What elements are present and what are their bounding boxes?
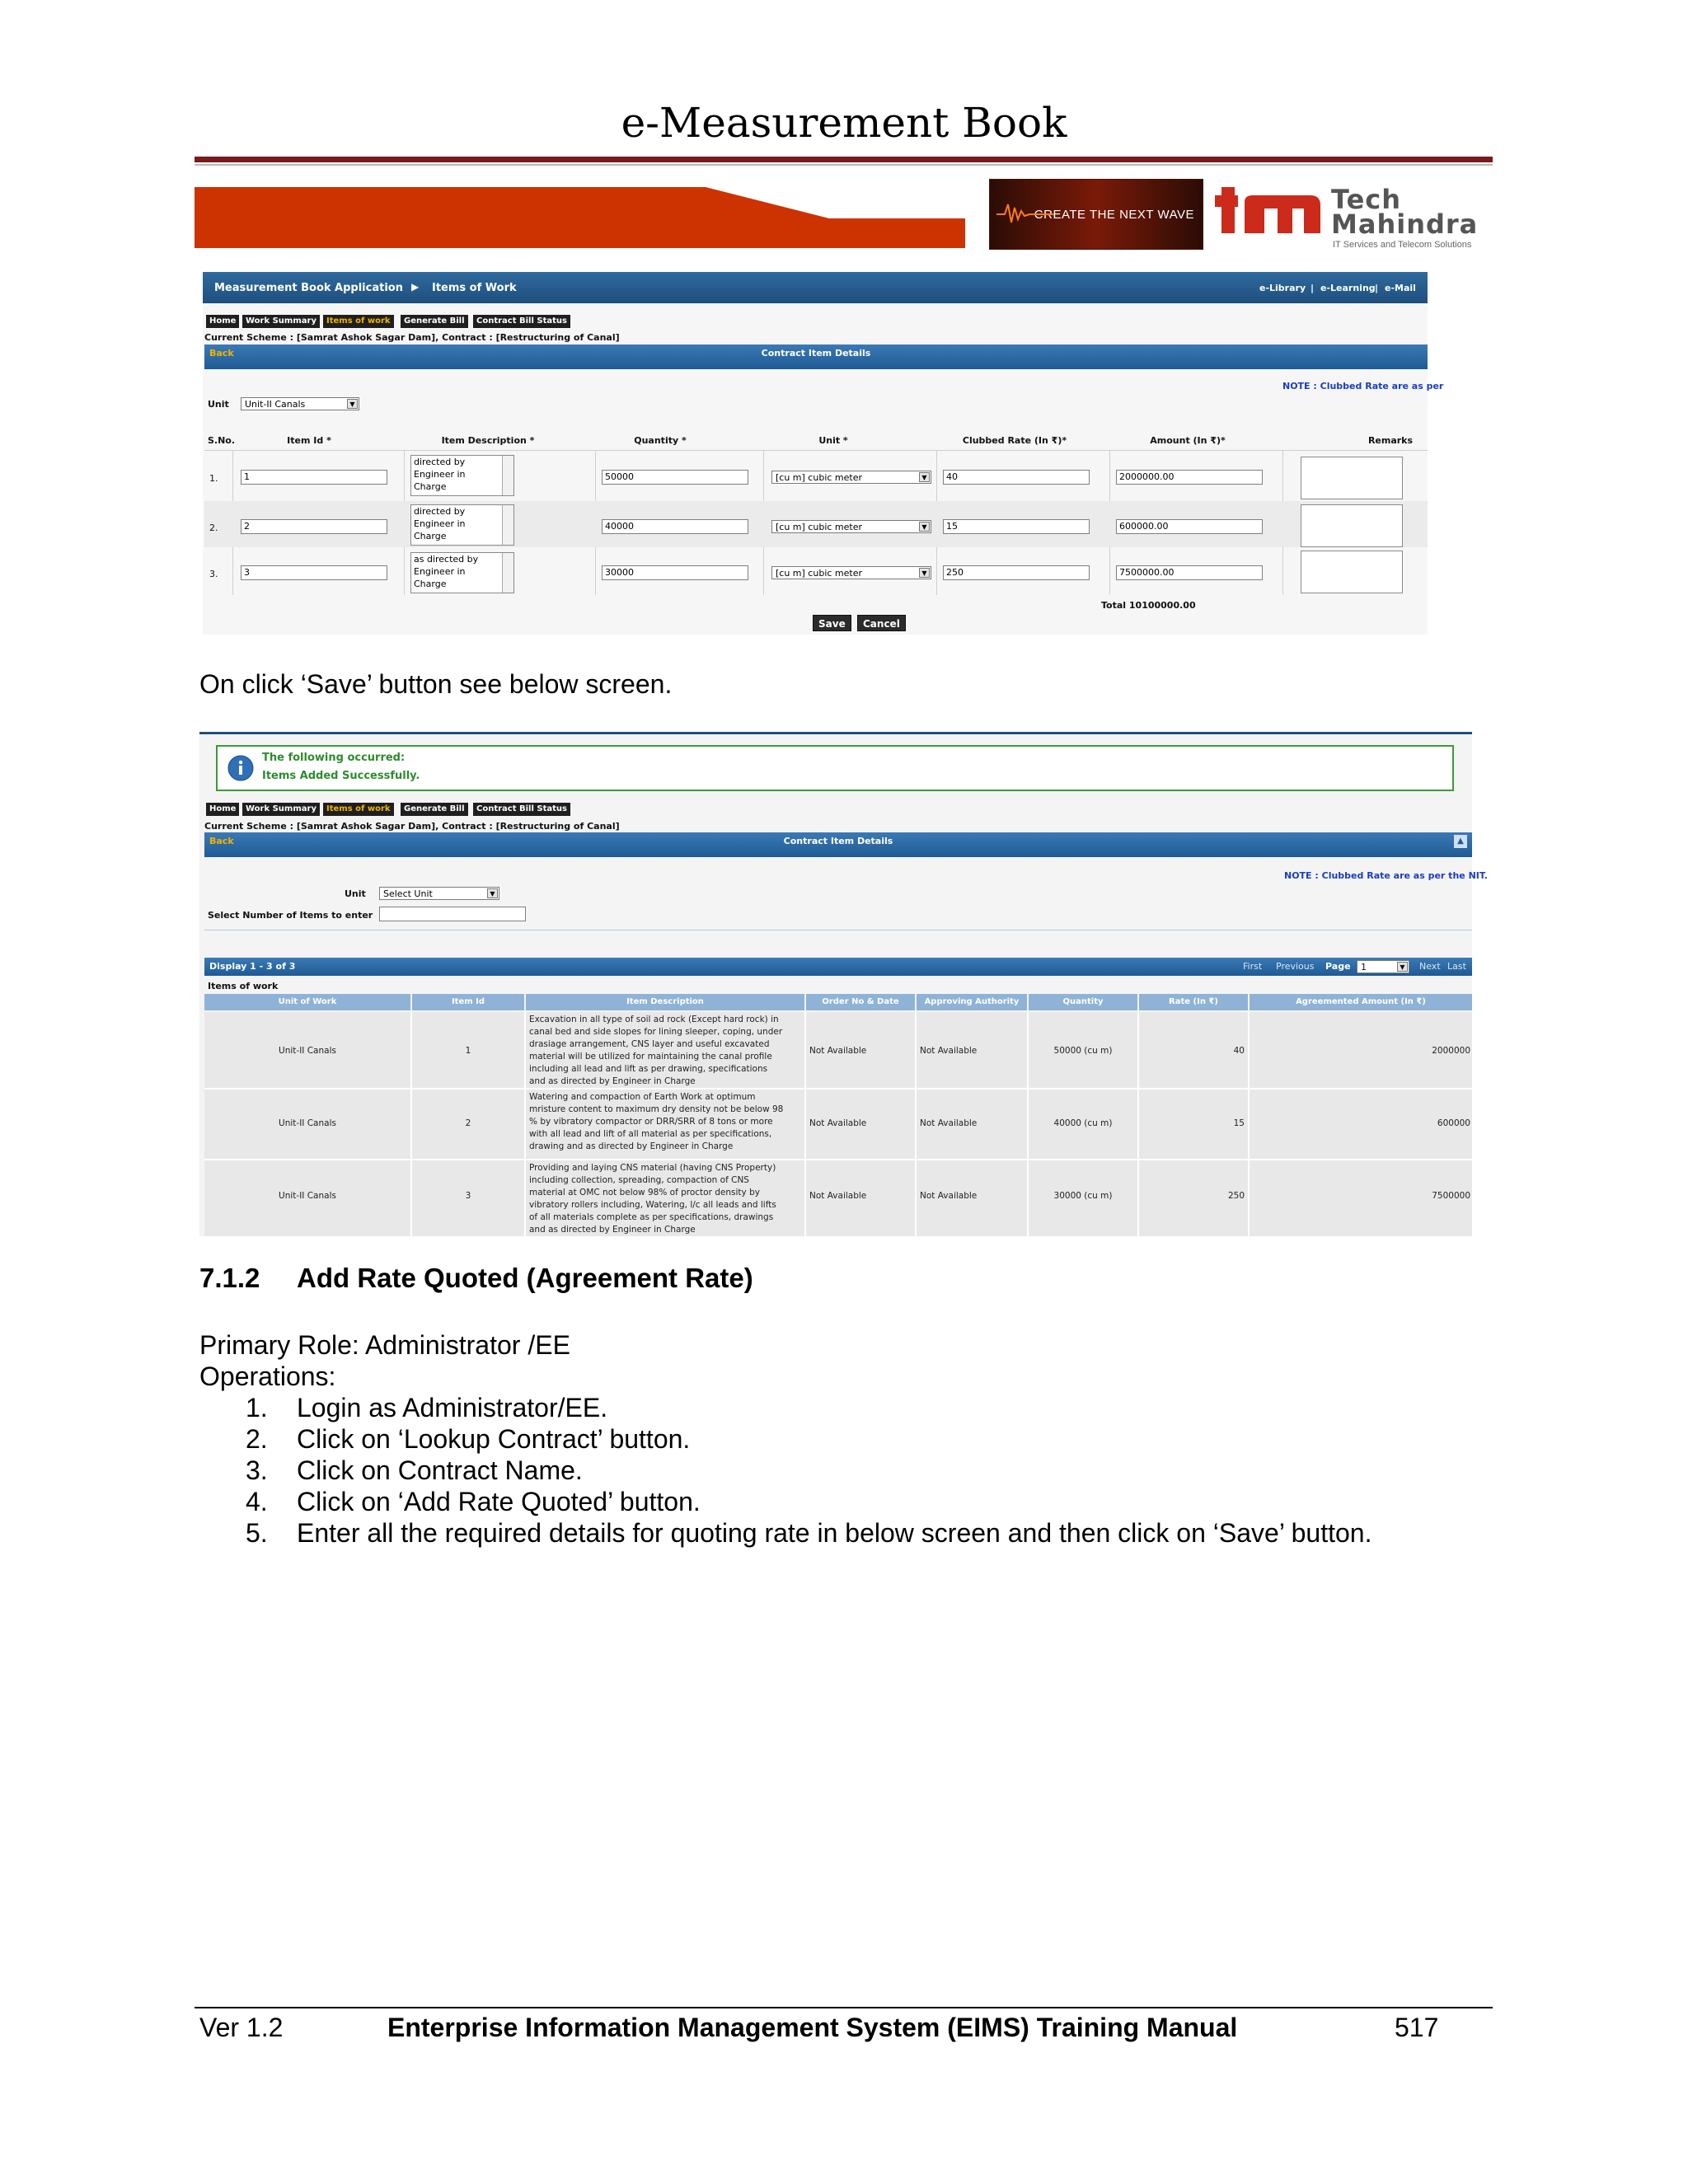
chevron-down-icon: ▼ xyxy=(919,522,930,532)
unit-select-value: Select Unit xyxy=(383,888,433,899)
desc-line: Engineer in xyxy=(414,469,466,480)
grid-line xyxy=(204,1159,1472,1160)
nav-home[interactable]: Home xyxy=(206,803,239,816)
current-scheme: Current Scheme : [Samrat Ashok Sagar Dam], Contract : [Restructuring of Canal] xyxy=(204,332,620,343)
grid-col-approving-authority[interactable]: Approving Authority xyxy=(917,994,1027,1010)
desc-line: drasiage arrangement, CNS layer and useful excavated xyxy=(529,1039,770,1049)
col-quantity: Quantity * xyxy=(634,435,687,446)
item-description-textarea[interactable] xyxy=(410,504,514,546)
nav-contract-bill-status[interactable]: Contract Bill Status xyxy=(473,803,570,816)
step-item: Click on ‘Lookup Contract’ button. xyxy=(297,1424,691,1454)
section-heading: Add Rate Quoted (Agreement Rate) xyxy=(297,1263,753,1293)
grid-col-item-description[interactable]: Item Description xyxy=(526,994,804,1010)
items-of-work-screenshot xyxy=(203,272,1444,635)
grid-cell-id: 1 xyxy=(465,1046,471,1056)
collapse-icon[interactable]: ▲ xyxy=(1454,835,1467,848)
grid-line xyxy=(524,1012,526,1236)
desc-line: directed by xyxy=(414,506,466,517)
desc-line: including collection, spreading, compaction of CNS xyxy=(529,1175,749,1185)
nav-generate-bill[interactable]: Generate Bill xyxy=(401,803,468,816)
grid-cell-amount: 600000 xyxy=(1437,1118,1470,1128)
grid-cell-quantity: 30000 (cu m) xyxy=(1053,1191,1113,1201)
header-rule-shadow xyxy=(195,164,1493,166)
back-link[interactable]: Back xyxy=(209,836,234,846)
items-count-input[interactable] xyxy=(379,907,526,921)
item-description-textarea[interactable] xyxy=(410,552,514,593)
message-body: Items Added Successfully. xyxy=(262,770,420,782)
grid-cell-id: 3 xyxy=(465,1191,471,1201)
col-sno: S.No. xyxy=(208,435,236,446)
clubbed-rate-input[interactable]: 40 xyxy=(943,470,1090,485)
col-unit: Unit * xyxy=(818,435,848,446)
wave-banner-text: CREATE THE NEXT WAVE xyxy=(1034,207,1194,222)
scrollbar[interactable] xyxy=(502,505,513,545)
primary-role: Primary Role: Administrator /EE xyxy=(199,1330,570,1360)
desc-line: Charge xyxy=(414,531,447,541)
grid-line xyxy=(804,1012,806,1236)
note-text: NOTE : Clubbed Rate are as per xyxy=(1282,381,1444,391)
step-number: 1. xyxy=(246,1393,268,1422)
step-item: Enter all the required details for quoting rate in below screen and then click on ‘Save’ button. xyxy=(297,1518,1372,1548)
footer-page-number: 517 xyxy=(1395,2013,1439,2042)
step-number: 4. xyxy=(246,1487,268,1516)
grid-title: Items of work xyxy=(208,981,279,991)
grid-line xyxy=(915,1012,917,1236)
grid-line xyxy=(204,1088,1472,1090)
desc-line: Engineer in xyxy=(414,518,466,529)
grid-cell-description xyxy=(529,1091,803,1153)
grid-pager-bar xyxy=(204,958,1472,976)
grid-col-order-no[interactable]: Order No & Date xyxy=(806,994,915,1010)
pager-first[interactable]: First xyxy=(1243,961,1263,972)
desc-line: mristure content to maximum dry density not be below 98 xyxy=(529,1104,784,1114)
breadcrumb-page: Items of Work xyxy=(432,282,517,294)
display-count: Display 1 - 3 of 3 xyxy=(209,961,296,972)
pager-previous[interactable]: Previous xyxy=(1276,961,1315,972)
remarks-textarea[interactable] xyxy=(1301,551,1403,593)
pager-page-label: Page xyxy=(1325,961,1351,972)
section-title: Contract Item Details xyxy=(761,348,871,359)
chevron-down-icon: ▼ xyxy=(919,568,930,578)
header-rule xyxy=(195,157,1493,162)
back-link[interactable]: Back xyxy=(209,348,234,359)
item-id-input[interactable]: 2 xyxy=(241,519,387,534)
clubbed-rate-input[interactable]: 250 xyxy=(943,565,1090,580)
chevron-down-icon: ▼ xyxy=(1397,962,1408,972)
unit-select-value: [cu m] cubic meter xyxy=(776,522,862,532)
item-description-textarea[interactable] xyxy=(410,455,514,496)
unit-select[interactable] xyxy=(379,887,499,900)
row-sno: 2. xyxy=(209,523,218,533)
grid-cell-description xyxy=(529,1014,803,1088)
grid-col-item-id[interactable]: Item Id xyxy=(412,994,524,1010)
message-title: The following occurred: xyxy=(262,752,406,764)
operations-label: Operations: xyxy=(199,1361,336,1391)
desc-line: Charge xyxy=(414,579,447,589)
unit-label: Unit xyxy=(345,888,366,899)
quantity-input[interactable]: 50000 xyxy=(602,470,748,485)
grid-line xyxy=(204,450,1428,451)
footer-title: Enterprise Information Management System (EIMS) Training Manual xyxy=(387,2013,1238,2042)
footer-version: Ver 1.2 xyxy=(199,2013,284,2042)
desc-line: directed by xyxy=(414,457,466,467)
grid-cell-quantity: 50000 (cu m) xyxy=(1053,1046,1113,1056)
amount-input[interactable]: 7500000.00 xyxy=(1116,565,1263,580)
pager-last[interactable]: Last xyxy=(1447,961,1466,972)
step-number: 3. xyxy=(246,1455,268,1485)
desc-line: drawing and as directed by Engineer in Charge xyxy=(529,1141,734,1151)
grid-cell-rate: 250 xyxy=(1227,1191,1245,1201)
section-bar xyxy=(204,832,1472,857)
save-button[interactable]: Save xyxy=(813,615,851,631)
desc-line: vibratory rollers including, Watering, l/c all leads and lifts xyxy=(529,1200,776,1210)
wave-icon xyxy=(996,196,1054,229)
grid-cell-unit: Unit-II Canals xyxy=(279,1046,336,1056)
grid-cell-order: Not Available xyxy=(809,1046,867,1056)
grid-cell-order: Not Available xyxy=(809,1191,867,1201)
clubbed-rate-input[interactable]: 15 xyxy=(943,519,1090,534)
chevron-down-icon: ▼ xyxy=(919,472,930,482)
desc-line: % by vibratory compactor or DRR/SRR of 8 tons or more xyxy=(529,1117,773,1127)
chevron-down-icon: ▼ xyxy=(487,888,498,898)
info-icon xyxy=(227,755,254,781)
section-title: Contract Item Details xyxy=(783,836,893,846)
page-select[interactable] xyxy=(1357,960,1409,973)
grid-cell-quantity: 40000 (cu m) xyxy=(1053,1118,1113,1128)
nav-home[interactable]: Home xyxy=(206,315,239,328)
success-message-box xyxy=(216,745,1454,791)
desc-line: Charge xyxy=(414,481,447,492)
tm-logo-icon xyxy=(1212,184,1327,241)
nav-items-of-work[interactable]: Items of work xyxy=(323,803,394,816)
desc-line: canal bed and side slopes for lining sleeper, coping, under xyxy=(529,1027,783,1037)
logo-tagline: IT Services and Telecom Solutions xyxy=(1333,240,1472,250)
wave-banner xyxy=(989,179,1203,250)
document-title: e-Measurement Book xyxy=(621,99,1067,147)
col-item-id: Item Id * xyxy=(287,435,331,446)
link-separator: | xyxy=(1311,283,1315,293)
desc-line: and as directed by Engineer in Charge xyxy=(529,1076,696,1086)
desc-line: material at OMC not below 98% of proctor density by xyxy=(529,1188,760,1197)
step-number: 5. xyxy=(246,1518,268,1548)
desc-line: material will be utilized for maintaining the canal profile xyxy=(529,1052,772,1062)
app-header-bar xyxy=(203,272,1428,303)
remarks-textarea[interactable] xyxy=(1301,504,1403,547)
row-sno: 3. xyxy=(209,569,218,579)
grid-cell-unit: Unit-II Canals xyxy=(279,1191,336,1201)
caption-on-save: On click ‘Save’ button see below screen. xyxy=(199,669,673,699)
header-banner xyxy=(195,185,965,248)
unit-select[interactable] xyxy=(771,471,931,484)
desc-line: of all materials complete as per specifications, drawings xyxy=(529,1212,774,1222)
grid-cell-description xyxy=(529,1162,803,1235)
desc-line: and as directed by Engineer in Charge xyxy=(529,1225,696,1235)
step-item: Login as Administrator/EE. xyxy=(297,1393,608,1422)
col-remarks: Remarks xyxy=(1367,435,1414,446)
col-clubbed-rate: Clubbed Rate (In ₹)* xyxy=(962,435,1067,446)
section-bar xyxy=(204,344,1428,369)
unit-select[interactable] xyxy=(771,566,931,579)
unit-select-value: [cu m] cubic meter xyxy=(776,568,862,579)
grid-cell-amount: 7500000 xyxy=(1432,1191,1470,1201)
desc-line: Watering and compaction of Earth Work at optimum xyxy=(529,1092,756,1102)
chevron-down-icon: ▼ xyxy=(347,399,358,409)
nav-contract-bill-status[interactable]: Contract Bill Status xyxy=(473,315,570,328)
scrollbar[interactable] xyxy=(502,456,513,495)
desc-line: Excavation in all type of soil ad rock (Except hard rock) in xyxy=(529,1015,779,1024)
quantity-input[interactable]: 40000 xyxy=(602,519,748,534)
nav-items-of-work[interactable]: Items of work xyxy=(323,315,394,328)
item-id-input[interactable]: 1 xyxy=(241,470,387,485)
top-rule xyxy=(199,732,1472,734)
desc-line: including all lead and lift as per drawing, specifications xyxy=(529,1064,768,1074)
grid-cell-order: Not Available xyxy=(809,1118,867,1128)
note-text: NOTE : Clubbed Rate are as per the NIT. xyxy=(1284,870,1488,881)
breadcrumb-arrow-icon: ▶ xyxy=(411,281,420,293)
scrollbar[interactable] xyxy=(502,553,513,593)
nav-generate-bill[interactable]: Generate Bill xyxy=(401,315,468,328)
col-amount: Amount (In ₹)* xyxy=(1150,435,1226,446)
step-item: Click on ‘Add Rate Quoted’ button. xyxy=(297,1487,701,1516)
unit-label: Unit xyxy=(208,399,229,410)
cancel-button[interactable]: Cancel xyxy=(857,615,906,631)
total-amount: Total 10100000.00 xyxy=(1101,600,1196,611)
logo-mahindra-text: Mahindra xyxy=(1331,209,1479,240)
footer-rule xyxy=(195,2007,1493,2008)
link-e-learning[interactable]: e-Learning xyxy=(1320,283,1376,293)
desc-line: with all lead and lift of all material as per specifications, xyxy=(529,1129,772,1139)
grid-cell-unit: Unit-II Canals xyxy=(279,1118,336,1128)
link-e-mail[interactable]: e-Mail xyxy=(1385,283,1416,293)
step-item: Click on Contract Name. xyxy=(297,1455,583,1485)
desc-line: Engineer in xyxy=(414,566,466,577)
grid-cell-authority: Not Available xyxy=(920,1191,978,1201)
app-name: Measurement Book Application xyxy=(214,282,403,294)
desc-line: Providing and laying CNS material (having CNS Property) xyxy=(529,1163,776,1173)
unit-select-value: [cu m] cubic meter xyxy=(776,472,862,483)
step-number: 2. xyxy=(246,1424,268,1454)
nav-work-summary[interactable]: Work Summary xyxy=(242,315,320,328)
item-id-input[interactable]: 3 xyxy=(241,565,387,580)
grid-col-rate[interactable]: Rate (In ₹) xyxy=(1139,994,1248,1010)
grid-col-unit-of-work[interactable]: Unit of Work xyxy=(204,994,410,1010)
logo-tech-text: Tech xyxy=(1331,184,1402,215)
grid-col-quantity[interactable]: Quantity xyxy=(1029,994,1137,1010)
section-number: 7.1.2 xyxy=(199,1263,260,1293)
nav-work-summary[interactable]: Work Summary xyxy=(242,803,320,816)
col-item-description: Item Description * xyxy=(441,435,535,446)
grid-cell-id: 2 xyxy=(465,1118,471,1128)
page-select-value: 1 xyxy=(1361,962,1367,972)
remarks-textarea[interactable] xyxy=(1301,457,1403,499)
quantity-input[interactable]: 30000 xyxy=(602,565,748,580)
items-added-screenshot xyxy=(199,732,1488,1236)
desc-line: as directed by xyxy=(414,554,479,565)
unit-select-value: Unit-II Canals xyxy=(245,399,306,410)
grid-cell-authority: Not Available xyxy=(920,1118,978,1128)
link-e-library[interactable]: e-Library xyxy=(1259,283,1306,293)
row-sno: 1. xyxy=(209,473,218,484)
current-scheme: Current Scheme : [Samrat Ashok Sagar Dam], Contract : [Restructuring of Canal] xyxy=(204,821,620,832)
items-count-label: Select Number of Items to enter xyxy=(208,910,373,921)
link-separator: | xyxy=(1375,283,1379,293)
unit-select[interactable] xyxy=(771,520,931,533)
amount-input[interactable]: 2000000.00 xyxy=(1116,470,1263,485)
grid-cell-amount: 2000000 xyxy=(1432,1046,1470,1056)
pager-next[interactable]: Next xyxy=(1419,961,1441,972)
grid-cell-authority: Not Available xyxy=(920,1046,978,1056)
grid-cell-rate: 15 xyxy=(1233,1118,1245,1128)
grid-cell-rate: 40 xyxy=(1233,1046,1245,1056)
amount-input[interactable]: 600000.00 xyxy=(1116,519,1263,534)
grid-col-agreemented-amount[interactable]: Agreemented Amount (In ₹) xyxy=(1250,994,1472,1010)
tech-mahindra-logo xyxy=(1212,177,1508,251)
unit-select[interactable] xyxy=(241,397,359,410)
